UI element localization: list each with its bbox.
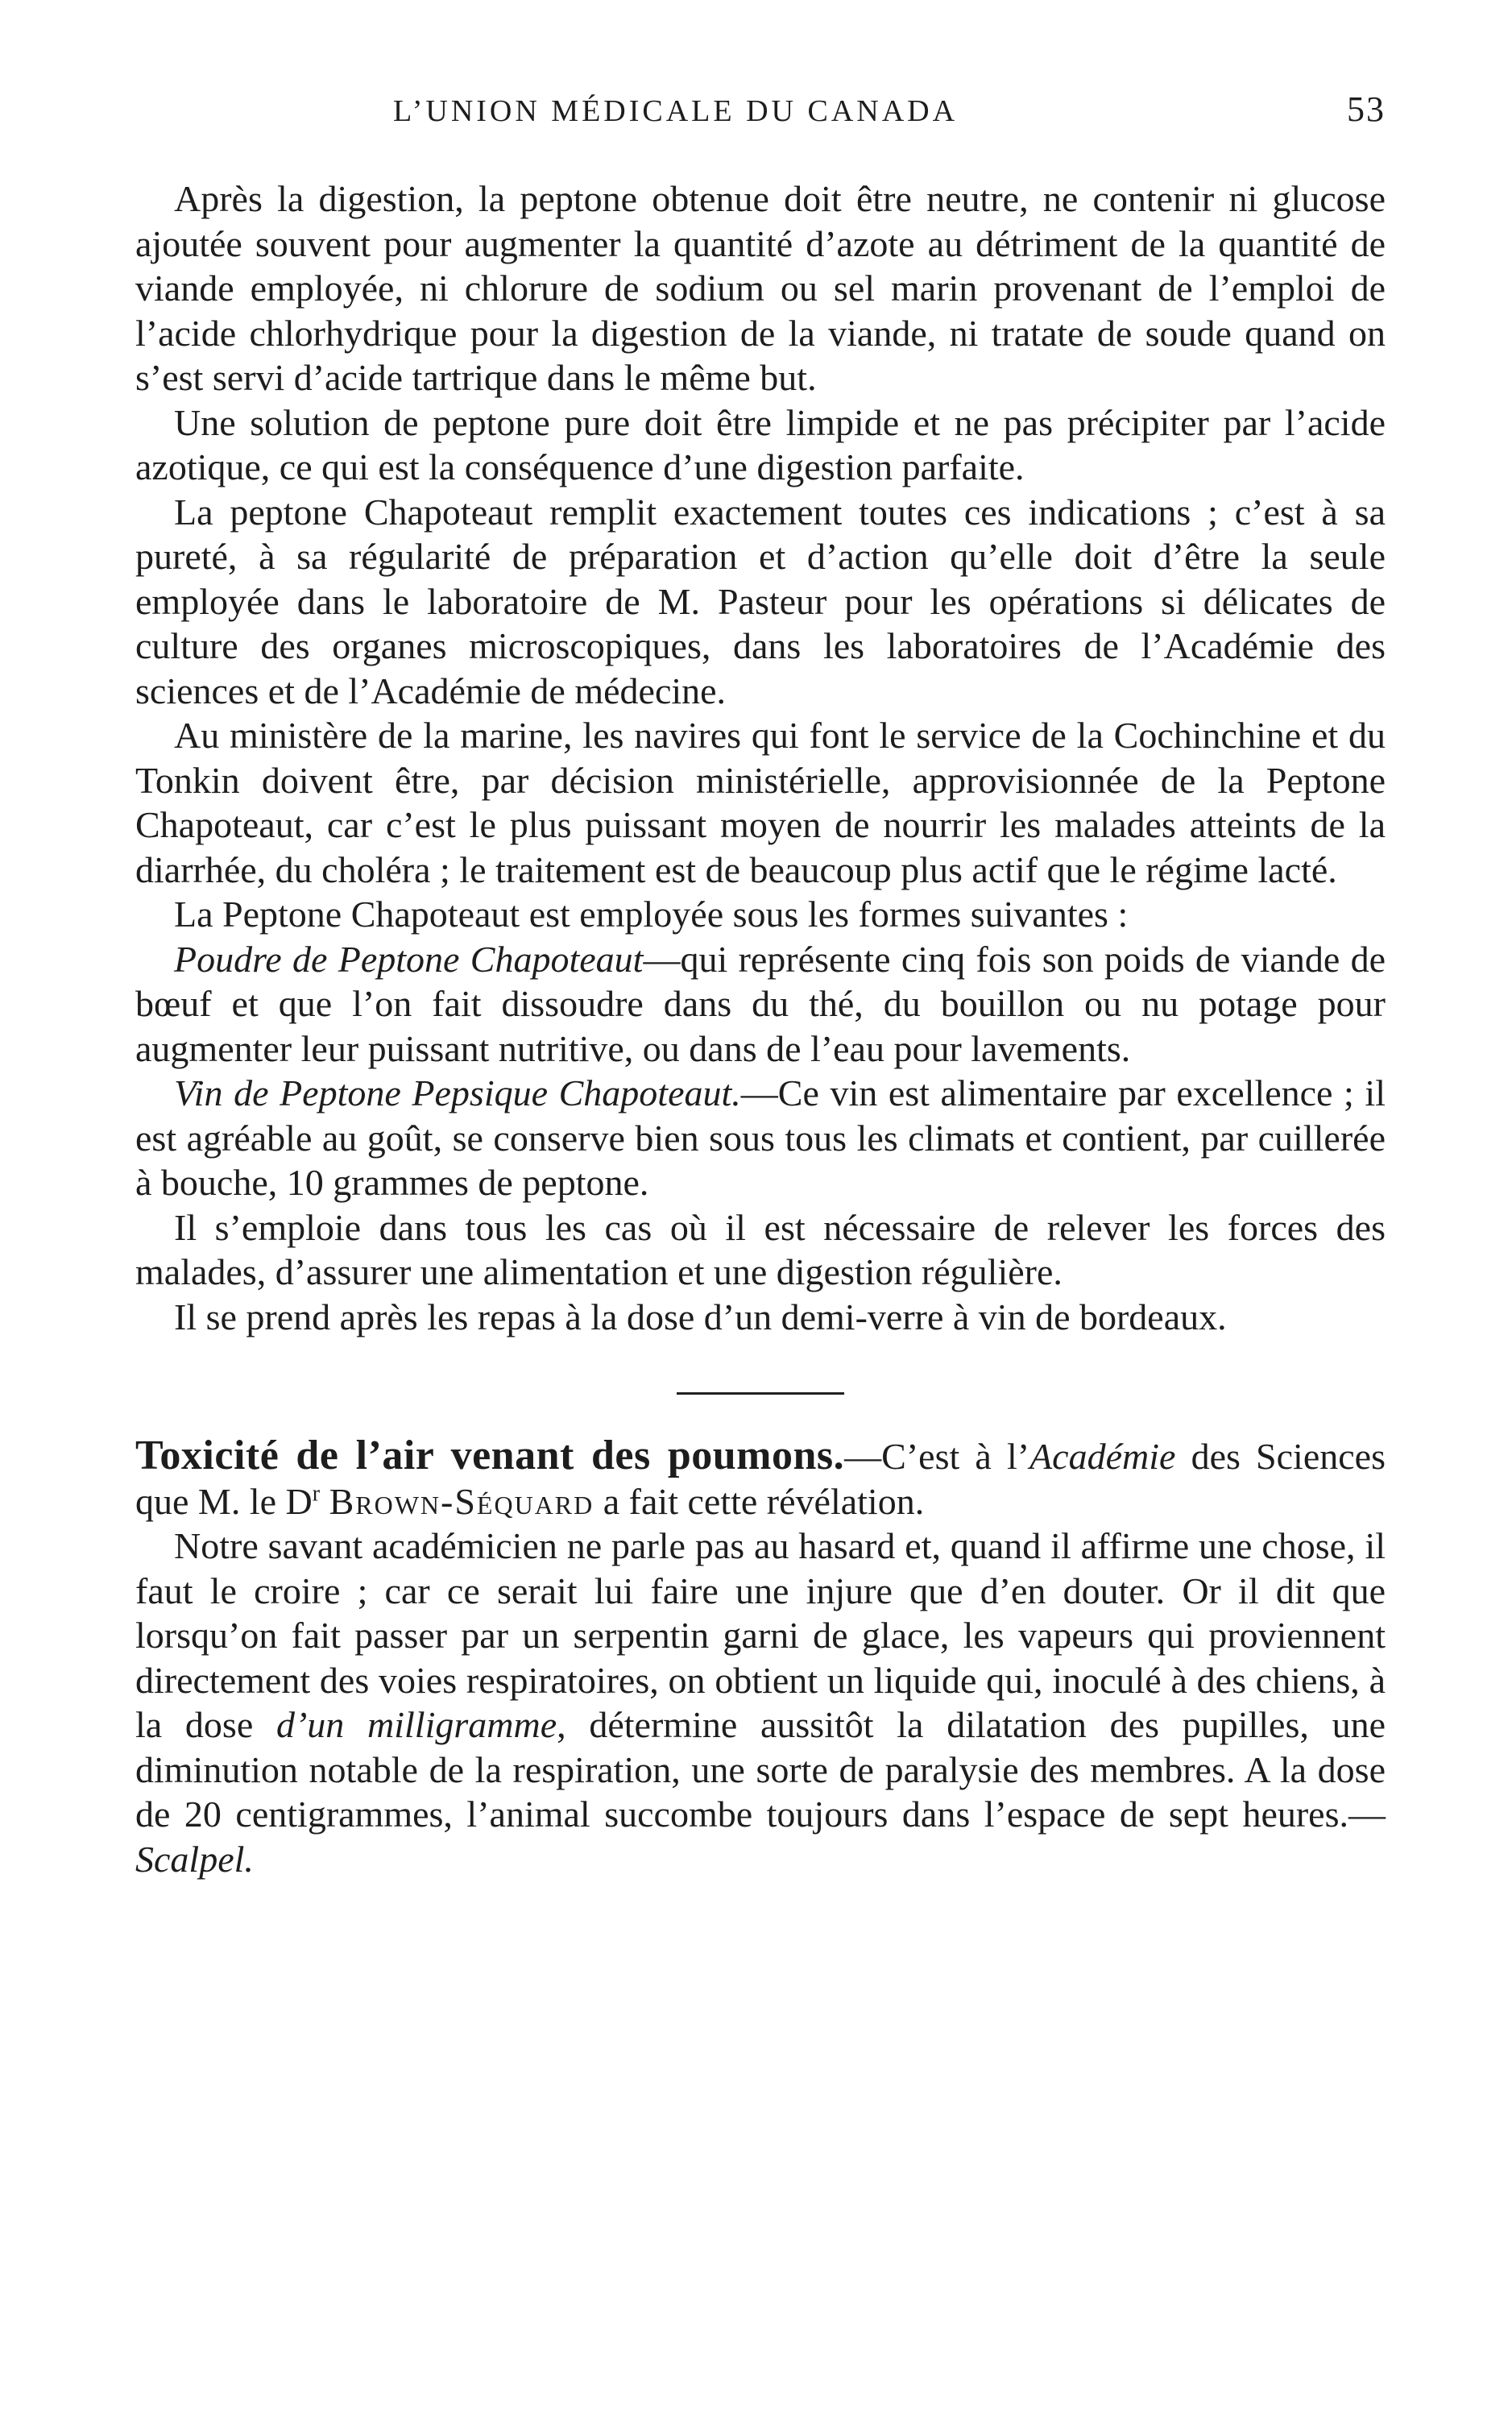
author-name: Brown-Séquard bbox=[329, 1480, 594, 1522]
paragraph: Au ministère de la marine, les navires qui font le service de la Cochinchine et du Tonkin doivent être, par décision ministérielle, approvisionnée de la Peptone Chapoteaut, car c’est le plus puissant moyen de nourrir les malades atteints de la diarrhée, du choléra ; le traitement est de beaucoup plus actif que le régime lacté. bbox=[135, 715, 1386, 890]
paragraph: Une solution de peptone pure doit être limpide et ne pas précipiter par l’acide azotique, ce qui est la conséquence d’une digestion parfaite. bbox=[135, 401, 1386, 487]
paragraph-text: —Ce vin est alimentaire par excellence ; il est agréable au goût, se conserve bien sous tous les climats et contient, par cuillerée à bouche, 10 grammes de peptone. bbox=[135, 1072, 1386, 1203]
paragraph: Il s’emploie dans tous les cas où il est nécessaire de relever les forces des malades, d’assurer une alimentation et une digestion régulière. bbox=[135, 1206, 1386, 1292]
product-name-italic: Vin de Peptone Pepsique Chapoteaut. bbox=[174, 1072, 741, 1113]
paragraph bbox=[135, 1524, 1386, 1881]
page-number: 53 bbox=[1347, 89, 1386, 129]
paragraph-text: —qui représente cinq fois son poids de viande de bœuf et que l’on fait dissoudre dans du thé, du bouillon ou nu potage pour augmenter leur puissant nutritive, ou dans de l’eau pour lavements. bbox=[135, 938, 1386, 1069]
intro-academie-italic: Académie bbox=[1029, 1436, 1176, 1477]
article-title: Toxicité de l’air venant des poumons. bbox=[135, 1433, 845, 1478]
running-header bbox=[135, 89, 1386, 130]
paragraph: Il se prend après les repas à la dose d’un demi-verre à vin de bordeaux. bbox=[174, 1296, 1227, 1337]
source-citation: Scalpel. bbox=[135, 1838, 254, 1880]
paragraph bbox=[135, 1071, 1386, 1205]
paragraph: La peptone Chapoteaut remplit exactement toutes ces indications ; c’est à sa pureté, à sa régularité de préparation et d’action qu’elle doit d’être la seule employée dans le laboratoire de M. Pasteur pour les opérations si délicates de culture des organes microscopiques, dans les laboratoires de l’Académie des sciences et de l’Académie de médecine. bbox=[135, 491, 1386, 711]
section-divider bbox=[677, 1392, 844, 1395]
intro-text: des Sciences que M. le D bbox=[135, 1436, 1386, 1522]
paragraph-text: Notre savant académicien ne parle pas au hasard et, quand il affirme une chose, il faut le croire ; car ce serait lui faire une injure que d’en douter. Or il dit que lorsqu’on fait passer par un serpentin garni de glace, les vapeurs qui proviennent directement des voies respiratoires, on obtient un liquide qui, inoculé à des chiens, à la dose bbox=[135, 1525, 1386, 1745]
paragraph: Après la digestion, la peptone obtenue doit être neutre, ne contenir ni glucose ajoutée souvent pour augmenter la quantité d’azote au détriment de la quantité de viande employée, ni chlorure de sodium ou sel marin provenant de l’emploi de l’acide chlorhydrique pour la digestion de la viande, ni tratate de soude quand on s’est servi d’acide tartrique dans le même but. bbox=[135, 178, 1386, 398]
journal-title: L’UNION MÉDICALE DU CANADA bbox=[393, 94, 959, 128]
paragraph bbox=[135, 937, 1386, 1072]
intro-text: —C’est à l’ bbox=[844, 1436, 1030, 1477]
paragraph-text: , détermine aussitôt la dilatation des pupilles, une diminution notable de la respiration, une sorte de paralysie des membres. A la dose de 20 centigrammes, l’animal succombe toujours dans l’espace de sept heures.— bbox=[135, 1704, 1386, 1835]
document-page bbox=[135, 89, 1386, 1881]
article-toxicite bbox=[135, 1433, 1386, 1881]
paragraph: La Peptone Chapoteaut est employée sous les formes suivantes : bbox=[174, 894, 1129, 935]
dose-italic: d’un milligramme bbox=[275, 1704, 557, 1745]
dr-superscript: r bbox=[312, 1481, 321, 1507]
intro-text: a fait cette révélation. bbox=[594, 1480, 925, 1522]
article-intro bbox=[135, 1433, 1386, 1524]
article-peptone bbox=[135, 176, 1386, 1339]
product-name-italic: Poudre de Peptone Chapoteaut bbox=[174, 938, 644, 980]
